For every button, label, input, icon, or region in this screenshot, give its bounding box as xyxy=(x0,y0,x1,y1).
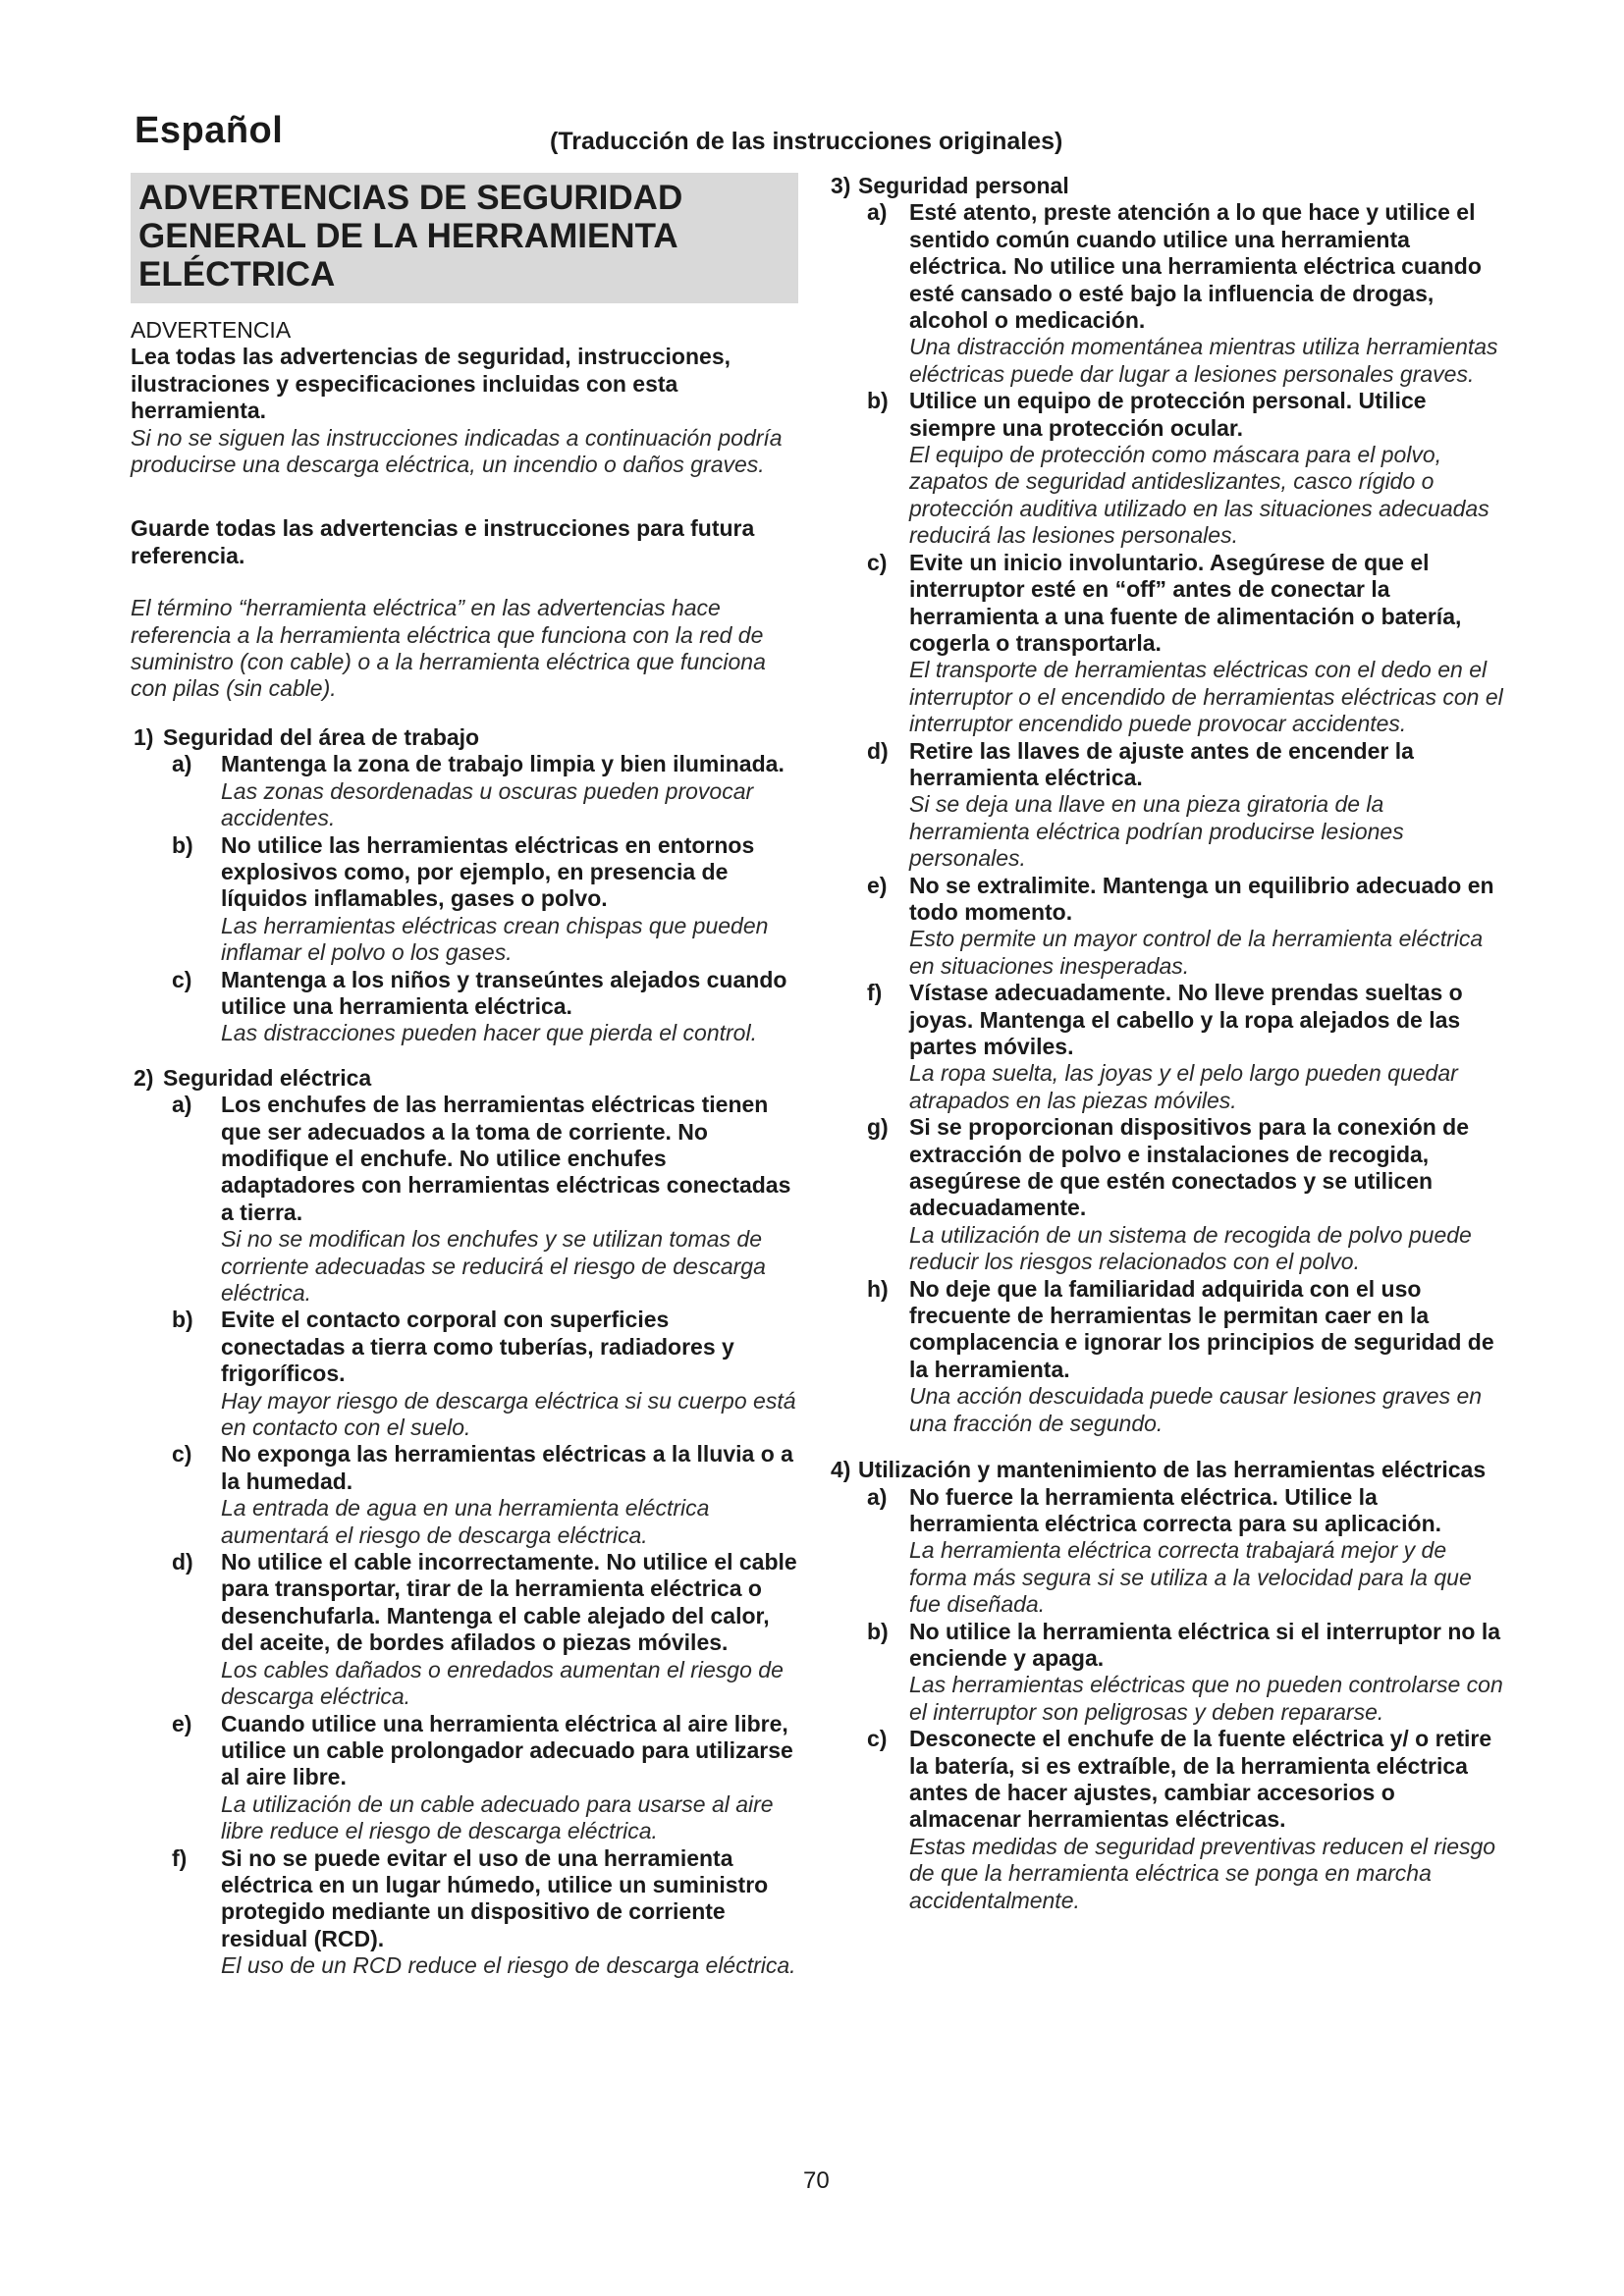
item-label: g) xyxy=(867,1114,889,1141)
item-instruction: Desconecte el enchufe de la fuente eléctrica y/ o retire la batería, si es extraíble, de la herramienta eléctrica antes de hacer ajustes, cambiar accesorios o almacenar herramientas eléctricas. xyxy=(909,1726,1492,1833)
item-explanation: La utilización de un sistema de recogida de polvo puede reducir los riesgos relacionados con el polvo. xyxy=(909,1221,1472,1275)
keep-notice: Guarde todas las advertencias e instrucciones para futura referencia. xyxy=(131,515,755,568)
list-item xyxy=(131,1441,798,1549)
item-explanation: Las herramientas eléctricas crean chispas que pueden inflamar el polvo o los gases. xyxy=(221,912,769,966)
section-heading xyxy=(134,724,798,751)
list-item xyxy=(131,832,798,967)
item-explanation: Las herramientas eléctricas que no pueden controlarse con el interruptor son peligrosas y deben repararse. xyxy=(909,1672,1503,1725)
item-instruction: Evite un inicio involuntario. Asegúrese de que el interruptor esté en “off” antes de conectar la herramienta a una fuente de alimentación o batería, cogerla o transportarla. xyxy=(909,549,1462,656)
item-explanation: La utilización de un cable adecuado para usarse al aire libre reduce el riesgo de descarga eléctrica. xyxy=(221,1790,774,1844)
list-item xyxy=(831,1619,1508,1727)
item-label: c) xyxy=(867,549,888,575)
list-item xyxy=(131,1711,798,1845)
item-explanation: Estas medidas de seguridad preventivas reducen el riesgo de que la herramienta eléctrica se ponga en marcha accidentalmente. xyxy=(909,1833,1496,1913)
section-title: Seguridad eléctrica xyxy=(163,1064,372,1091)
list-item xyxy=(831,199,1508,388)
item-label: b) xyxy=(172,831,193,858)
list-item xyxy=(131,1845,798,1980)
item-instruction: Utilice un equipo de protección personal. Utilice siempre una protección ocular. xyxy=(909,388,1427,441)
item-label: c) xyxy=(172,966,192,992)
list-item xyxy=(831,1484,1508,1619)
section-heading xyxy=(831,173,1508,199)
section-number: 1) xyxy=(134,723,154,750)
item-label: d) xyxy=(867,737,889,764)
left-column xyxy=(131,173,798,1980)
item-instruction: Retire las llaves de ajuste antes de encender la herramienta eléctrica. xyxy=(909,737,1414,790)
item-label: d) xyxy=(172,1549,193,1575)
item-explanation: El equipo de protección como máscara para el polvo, zapatos de seguridad antideslizantes, casco rígido o protección auditiva utilizado en las situaciones adecuadas reducirá las lesiones personales. xyxy=(909,442,1489,549)
item-instruction: Si no se puede evitar el uso de una herramienta eléctrica en un lugar húmedo, utilice un suministro protegido mediante un dispositivo de corriente residual (RCD). xyxy=(221,1844,769,1951)
item-instruction: Los enchufes de las herramientas eléctricas tienen que ser adecuados a la toma de corriente. No modifique el enchufe. No utilice enchufes adaptadores con herramientas eléctricas conectadas a tierra. xyxy=(221,1092,791,1225)
list-item xyxy=(831,1276,1508,1437)
item-label: f) xyxy=(172,1844,188,1871)
item-explanation: Las distracciones pueden hacer que pierda el control. xyxy=(221,1020,757,1046)
list-item xyxy=(831,1114,1508,1275)
item-explanation: La ropa suelta, las joyas y el pelo largo pueden quedar atrapados en las piezas móviles. xyxy=(909,1060,1458,1113)
item-instruction: Cuando utilice una herramienta eléctrica al aire libre, utilice un cable prolongador adecuado para utilizarse al aire libre. xyxy=(221,1710,793,1790)
item-explanation: Esto permite un mayor control de la herramienta eléctrica en situaciones inesperadas. xyxy=(909,926,1484,979)
item-explanation: Hay mayor riesgo de descarga eléctrica si su cuerpo está en contacto con el suelo. xyxy=(221,1387,796,1441)
item-instruction: No deje que la familiaridad adquirida con el uso frecuente de herramientas le permitan caer en la complacencia e ignorar los principios de seguridad de la herramienta. xyxy=(909,1275,1494,1382)
item-explanation: Los cables dañados o enredados aumentan el riesgo de descarga eléctrica. xyxy=(221,1656,784,1710)
item-explanation: La herramienta eléctrica correcta trabajará mejor y de forma más segura si se utiliza a la velocidad para la que fue diseñada. xyxy=(909,1537,1472,1618)
item-label: a) xyxy=(172,751,192,777)
item-label: a) xyxy=(172,1092,192,1118)
list-item xyxy=(131,1307,798,1441)
item-explanation: Las zonas desordenadas u oscuras pueden provocar accidentes. xyxy=(221,777,754,831)
item-instruction: No fuerce la herramienta eléctrica. Utilice la herramienta eléctrica correcta para su aplicación. xyxy=(909,1483,1442,1536)
list-item xyxy=(131,1092,798,1307)
title-line: ELÉCTRICA xyxy=(138,255,336,294)
item-label: f) xyxy=(867,980,883,1006)
list-item xyxy=(831,738,1508,873)
item-label: b) xyxy=(172,1307,193,1333)
translation-note: (Traducción de las instrucciones originales) xyxy=(550,128,1063,155)
item-instruction: Mantenga a los niños y transeúntes alejados cuando utilice una herramienta eléctrica. xyxy=(221,966,787,1019)
item-instruction: No utilice las herramientas eléctricas en entornos explosivos como, por ejemplo, en presencia de líquidos inflamables, gases o polvo. xyxy=(221,831,755,912)
section-title: Seguridad del área de trabajo xyxy=(163,723,480,750)
section-number: 3) xyxy=(831,173,851,198)
item-explanation: El uso de un RCD reduce el riesgo de descarga eléctrica. xyxy=(221,1952,796,1979)
section-title-box xyxy=(131,173,798,303)
item-instruction: Si se proporcionan dispositivos para la conexión de extracción de polvo e instalaciones de recogida, asegúrese de que estén conectados y se utilicen adecuadamente. xyxy=(909,1114,1470,1221)
title-line: GENERAL DE LA HERRAMIENTA xyxy=(138,217,678,255)
list-item xyxy=(831,1726,1508,1914)
item-explanation: El transporte de herramientas eléctricas con el dedo en el interruptor o el encendido de herramientas eléctricas con el interruptor encendido puede provocar accidentes. xyxy=(909,657,1503,737)
item-label: a) xyxy=(867,1483,888,1510)
list-item xyxy=(131,751,798,831)
right-column xyxy=(831,173,1508,1914)
list-item xyxy=(831,980,1508,1114)
item-label: a) xyxy=(867,199,888,226)
warning-heading: ADVERTENCIA xyxy=(131,317,292,343)
list-item xyxy=(831,550,1508,738)
list-item xyxy=(831,388,1508,549)
item-label: e) xyxy=(172,1710,192,1736)
item-instruction: Evite el contacto corporal con superficies conectadas a tierra como tuberías, radiadores y frigoríficos. xyxy=(221,1307,734,1387)
item-instruction: No utilice la herramienta eléctrica si el interruptor no la enciende y apaga. xyxy=(909,1618,1501,1671)
language-label: Español xyxy=(135,110,284,151)
section-number: 4) xyxy=(831,1457,851,1483)
item-label: b) xyxy=(867,1618,889,1644)
list-item xyxy=(131,967,798,1047)
item-instruction: Mantenga la zona de trabajo limpia y bien iluminada. xyxy=(221,751,785,777)
item-explanation: Una acción descuidada puede causar lesiones graves en una fracción de segundo. xyxy=(909,1383,1483,1436)
list-item xyxy=(831,873,1508,981)
item-instruction: No exponga las herramientas eléctricas a la lluvia o a la humedad. xyxy=(221,1441,793,1494)
item-label: c) xyxy=(172,1441,192,1468)
section-number: 2) xyxy=(134,1064,154,1091)
item-label: c) xyxy=(867,1726,888,1752)
title-line: ADVERTENCIAS DE SEGURIDAD xyxy=(138,179,683,217)
item-instruction: Esté atento, preste atención a lo que hace y utilice el sentido común cuando utilice una herramienta eléctrica. No utilice una herramienta eléctrica cuando esté cansado o esté bajo la influencia de drogas, alcohol o medicación. xyxy=(909,199,1482,334)
item-label: b) xyxy=(867,388,889,414)
item-instruction: No se extralimite. Mantenga un equilibrio adecuado en todo momento. xyxy=(909,872,1494,925)
item-explanation: La entrada de agua en una herramienta eléctrica aumentará el riesgo de descarga eléctrica. xyxy=(221,1495,710,1548)
item-instruction: No utilice el cable incorrectamente. No utilice el cable para transportar, tirar de la herramienta eléctrica o desenchufarla. Mantenga el cable alejado del calor, del aceite, de bordes afilados o piezas móviles. xyxy=(221,1549,797,1656)
item-explanation: Una distracción momentánea mientras utiliza herramientas eléctricas puede dar lugar a lesiones personales graves. xyxy=(909,334,1498,387)
section-title: Utilización y mantenimiento de las herramientas eléctricas xyxy=(858,1457,1487,1483)
section-heading xyxy=(831,1457,1508,1483)
warning-bold-text: Lea todas las advertencias de seguridad, instrucciones, ilustraciones y especificaciones incluidas con esta herramienta. xyxy=(131,344,731,424)
term-note: El término “herramienta eléctrica” en las advertencias hace referencia a la herramienta eléctrica que funciona con la red de suministro (con cable) o a la herramienta eléctrica que funciona con pilas (sin cable). xyxy=(131,595,766,702)
item-label: e) xyxy=(867,872,888,898)
page-number: 70 xyxy=(803,2167,830,2194)
item-label: h) xyxy=(867,1275,889,1302)
warning-italic-text: Si no se siguen las instrucciones indicadas a continuación podría producirse una descarga eléctrica, un incendio o daños graves. xyxy=(131,424,783,478)
item-explanation: Si se deja una llave en una pieza giratoria de la herramienta eléctrica podrían producirse lesiones personales. xyxy=(909,791,1404,872)
list-item xyxy=(131,1549,798,1710)
section-title: Seguridad personal xyxy=(858,173,1069,198)
item-explanation: Si no se modifican los enchufes y se utilizan tomas de corriente adecuadas se reducirá el riesgo de descarga eléctrica. xyxy=(221,1226,766,1306)
section-heading xyxy=(134,1065,798,1092)
item-instruction: Vístase adecuadamente. No lleve prendas sueltas o joyas. Mantenga el cabello y la ropa alejados de las partes móviles. xyxy=(909,980,1463,1059)
